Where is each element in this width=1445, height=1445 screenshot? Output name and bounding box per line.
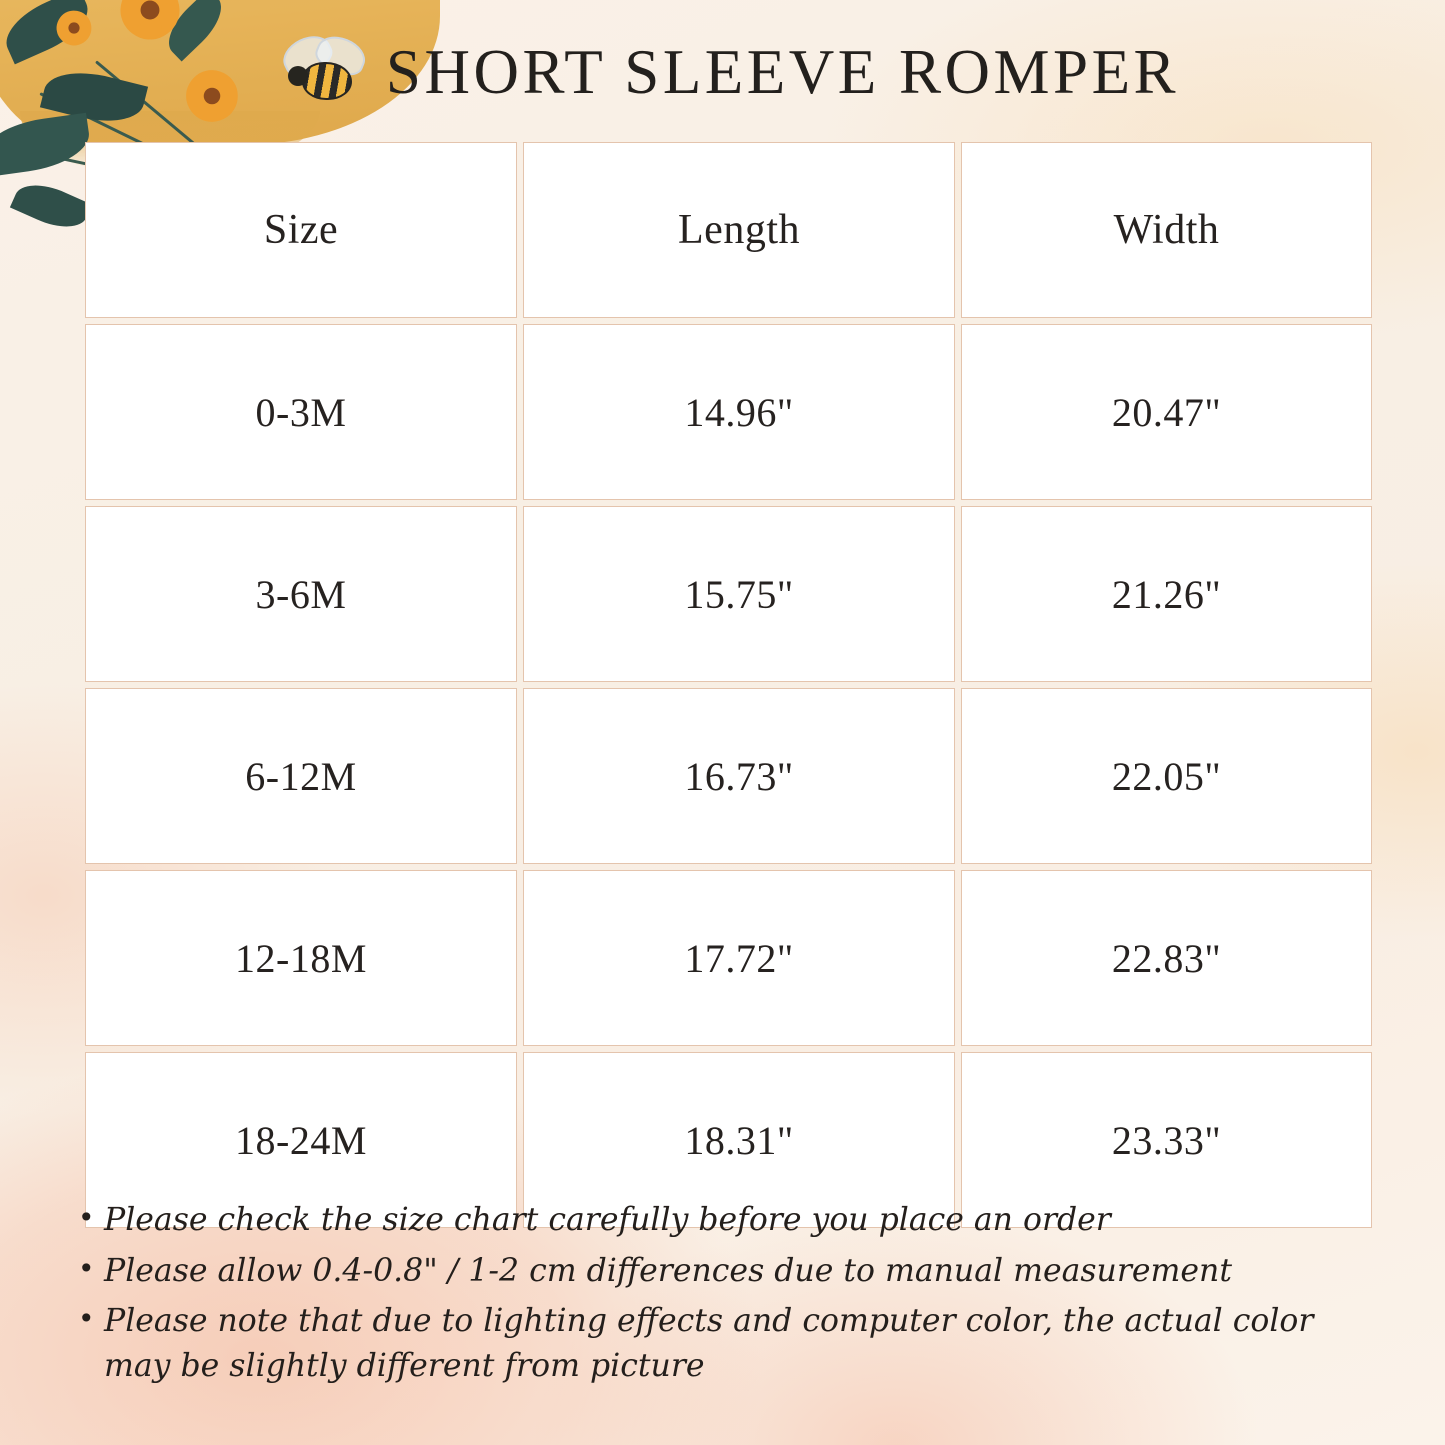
table-cell-length: 17.72" [523, 870, 955, 1046]
table-cell-length: 16.73" [523, 688, 955, 864]
table-cell-size: 12-18M [85, 870, 517, 1046]
bullet-icon: • [78, 1302, 95, 1336]
table-cell-width: 23.33" [961, 1052, 1372, 1228]
column-header-size: Size [85, 142, 517, 318]
table-cell-width: 22.05" [961, 688, 1372, 864]
table-cell-size: 3-6M [85, 506, 517, 682]
bullet-icon: • [78, 1251, 95, 1285]
note-item [78, 1299, 1385, 1388]
column-header-width: Width [961, 142, 1372, 318]
column-header-length: Length [523, 142, 955, 318]
note-text: Please allow 0.4-0.8" / 1-2 cm differences due to manual measurement [104, 1252, 1232, 1289]
note-item [78, 1249, 1385, 1294]
table-cell-width: 21.26" [961, 506, 1372, 682]
table-cell-length: 14.96" [523, 324, 955, 500]
leaf-icon [10, 175, 92, 238]
table-cell-size: 0-3M [85, 324, 517, 500]
note-text: Please check the size chart carefully before you place an order [104, 1202, 1111, 1238]
table-cell-length: 15.75" [523, 506, 955, 682]
table-cell-length: 18.31" [523, 1052, 955, 1228]
table-cell-width: 22.83" [961, 870, 1372, 1046]
notes-list [78, 1198, 1385, 1395]
bullet-icon: • [78, 1201, 95, 1234]
size-chart-table [85, 142, 1360, 1228]
note-text: Please note that due to lighting effects and computer color, the actual color may be slightly different from picture [104, 1303, 1314, 1385]
table-cell-size: 6-12M [85, 688, 517, 864]
table-cell-size: 18-24M [85, 1052, 517, 1228]
table-cell-width: 20.47" [961, 324, 1372, 500]
note-item [78, 1198, 1385, 1243]
page-title: SHORT SLEEVE ROMPER [385, 37, 1180, 107]
leaf-icon [0, 113, 93, 178]
